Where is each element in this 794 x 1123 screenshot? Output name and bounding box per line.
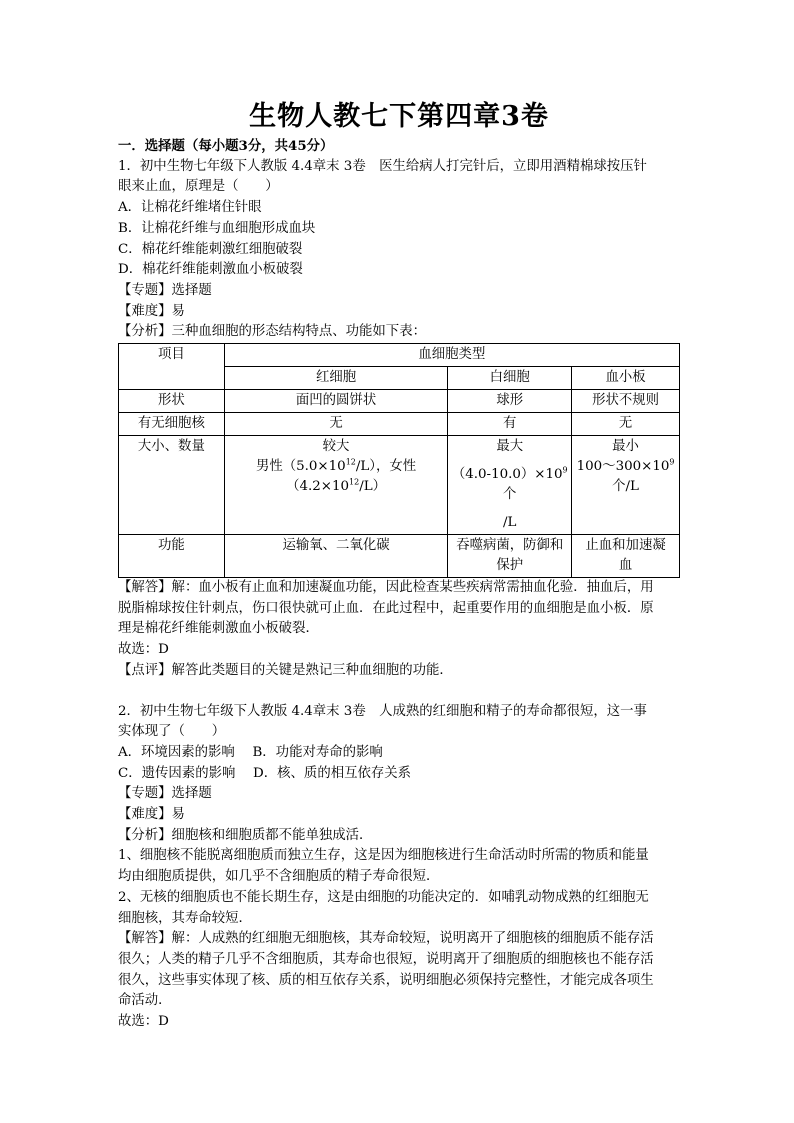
- q1-difficulty: 【难度】易: [118, 303, 185, 319]
- cell-function-white: [448, 535, 572, 578]
- func-platelet-line-1: 止血和加速凝: [585, 538, 666, 554]
- document-page: [118, 0, 680, 1033]
- table-header-type: 血细胞类型: [224, 344, 679, 367]
- size-white-line-3: /L: [503, 515, 517, 531]
- size-red-3b: /L）: [359, 479, 387, 495]
- q1-comment: 【点评】解答此类题目的关键是熟记三种血细胞的功能．: [118, 662, 453, 678]
- q2-answer-line-3: 很久，这些事实体现了核、质的相互依存关系，说明细胞必须保持完整性，才能完成各项生: [118, 972, 654, 988]
- func-white-line-2: 保护: [496, 558, 524, 574]
- table-header-platelet: 血小板: [572, 367, 680, 390]
- size-red-line-1: 较大: [322, 439, 350, 455]
- size-red-2a: 男性（5.0×10: [255, 459, 346, 475]
- q2-answer-line-1: 【解答】解：人成熟的红细胞无细胞核，其寿命较短，说明离开了细胞核的细胞质不能存活: [118, 931, 654, 947]
- q1-answer-line-1: 【解答】解：血小板有止血和加速凝血功能，因此检查某些疾病常需抽血化验．抽血后，用: [118, 580, 654, 596]
- cell-nucleus-white: 有: [448, 413, 572, 436]
- size-red-2b: /L），女性: [355, 459, 417, 475]
- q1-topic: 【专题】选择题: [118, 282, 212, 298]
- size-platelet-line-2: [574, 457, 677, 477]
- q1-stem-line-1: 1．初中生物七年级下人教版 4.4章末 3卷 医生给病人打完针后，立即用酒精棉球按压针: [118, 158, 647, 174]
- size-platelet-2-exp: 9: [669, 457, 675, 467]
- cell-function-red: 运输氧、二氧化碳: [224, 535, 448, 578]
- size-white-2a: （4.0-10.0）×10: [451, 467, 563, 483]
- row-label-size: 大小、数量: [119, 436, 225, 535]
- q2-topic: 【专题】选择题: [118, 786, 212, 802]
- size-red-line-2: [227, 457, 446, 477]
- q2-answer-line-4: 命活动．: [118, 993, 172, 1009]
- size-red-2-exp: 12: [345, 457, 356, 467]
- size-white-line-2: [450, 465, 569, 505]
- q2-answer-line-2: 很久；人类的精子几乎不含细胞质，其寿命也很短，说明离开了细胞质的细胞核也不能存活: [118, 951, 654, 967]
- q2-options-cd: C．遗传因素的影响 D．核、质的相互依存关系: [118, 765, 412, 781]
- cell-nucleus-platelet: 无: [572, 413, 680, 436]
- row-label-nucleus: 有无细胞核: [119, 413, 225, 436]
- q2-stem-line-2: 实体现了（ ）: [118, 724, 226, 740]
- q1-answer-line-2: 脱脂棉球按住针刺点，伤口很快就可止血．在此过程中，起重要作用的血细胞是血小板．原: [118, 600, 654, 616]
- cell-size-white: [448, 436, 572, 535]
- size-red-line-3: [227, 477, 446, 497]
- q1-option-a: A．让棉花纤维堵住针眼: [118, 200, 262, 216]
- size-white-2b: 个: [503, 487, 517, 503]
- size-red-3a: （4.2×10: [286, 479, 350, 495]
- q2-point-1-line-2: 均由细胞质提供，如几乎不含细胞质的精子寿命很短．: [118, 869, 440, 885]
- q1-option-b: B．让棉花纤维与血细胞形成血块: [118, 220, 316, 236]
- size-platelet-line-3: 个/L: [612, 479, 639, 495]
- cell-size-red: [224, 436, 448, 535]
- section-heading: 一．选择题（每小题3分，共45分）: [118, 138, 334, 154]
- q1-choice: 故选：D: [118, 642, 169, 658]
- q2-difficulty: 【难度】易: [118, 807, 185, 823]
- size-white-2-exp: 9: [562, 465, 568, 475]
- size-white-line-1: 最大: [496, 439, 524, 455]
- q2-choice: 故选：D: [118, 1014, 169, 1030]
- q1-option-d: D．棉花纤维能刺激血小板破裂: [118, 262, 303, 278]
- cell-shape-red: 面凹的圆饼状: [224, 390, 448, 413]
- row-label-shape: 形状: [119, 390, 225, 413]
- q2-point-2-line-1: 2、无核的细胞质也不能长期生存，这是由细胞的功能决定的．如哺乳动物成熟的红细胞无: [118, 889, 649, 905]
- q1-stem-line-2: 眼来止血，原理是（ ）: [118, 179, 279, 195]
- blood-cell-table: [118, 343, 680, 578]
- size-platelet-line-1: 最小: [612, 439, 639, 455]
- size-platelet-2a: 100～300×10: [576, 459, 670, 475]
- cell-function-platelet: [572, 535, 680, 578]
- page-title: 生物人教七下第四章3卷: [249, 101, 549, 132]
- size-red-3-exp: 12: [349, 477, 360, 487]
- question-2: [118, 702, 680, 1033]
- q2-point-2-line-2: 细胞核，其寿命较短．: [118, 910, 252, 926]
- cell-nucleus-red: 无: [224, 413, 448, 436]
- table-header-white: 白细胞: [448, 367, 572, 390]
- cell-shape-platelet: 形状不规则: [572, 390, 680, 413]
- cell-shape-white: 球形: [448, 390, 572, 413]
- q1-option-c: C．棉花纤维能刺激红细胞破裂: [118, 241, 303, 257]
- q2-options-ab: A．环境因素的影响 B．功能对寿命的影响: [118, 744, 383, 760]
- cell-size-platelet: [572, 436, 680, 535]
- q2-point-1-line-1: 1、细胞核不能脱离细胞质而独立生存，这是因为细胞核进行生命活动时所需的物质和能量: [118, 848, 649, 864]
- q1-analysis: 【分析】三种血细胞的形态结构特点、功能如下表：: [118, 324, 426, 340]
- func-white-line-1: 吞噬病菌，防御和: [456, 538, 564, 554]
- table-header-item: 项目: [119, 344, 225, 390]
- q1-answer-line-3: 理是棉花纤维能刺激血小板破裂．: [118, 621, 319, 637]
- q2-analysis: 【分析】细胞核和细胞质都不能单独成活．: [118, 827, 373, 843]
- q2-stem-line-1: 2．初中生物七年级下人教版 4.4章末 3卷 人成熟的红细胞和精子的寿命都很短，这一事: [118, 703, 647, 719]
- table-header-red: 红细胞: [224, 367, 448, 390]
- spacer: [118, 682, 680, 702]
- func-platelet-line-2: 血: [618, 558, 633, 574]
- row-label-function: 功能: [119, 535, 225, 578]
- question-1: [118, 157, 680, 682]
